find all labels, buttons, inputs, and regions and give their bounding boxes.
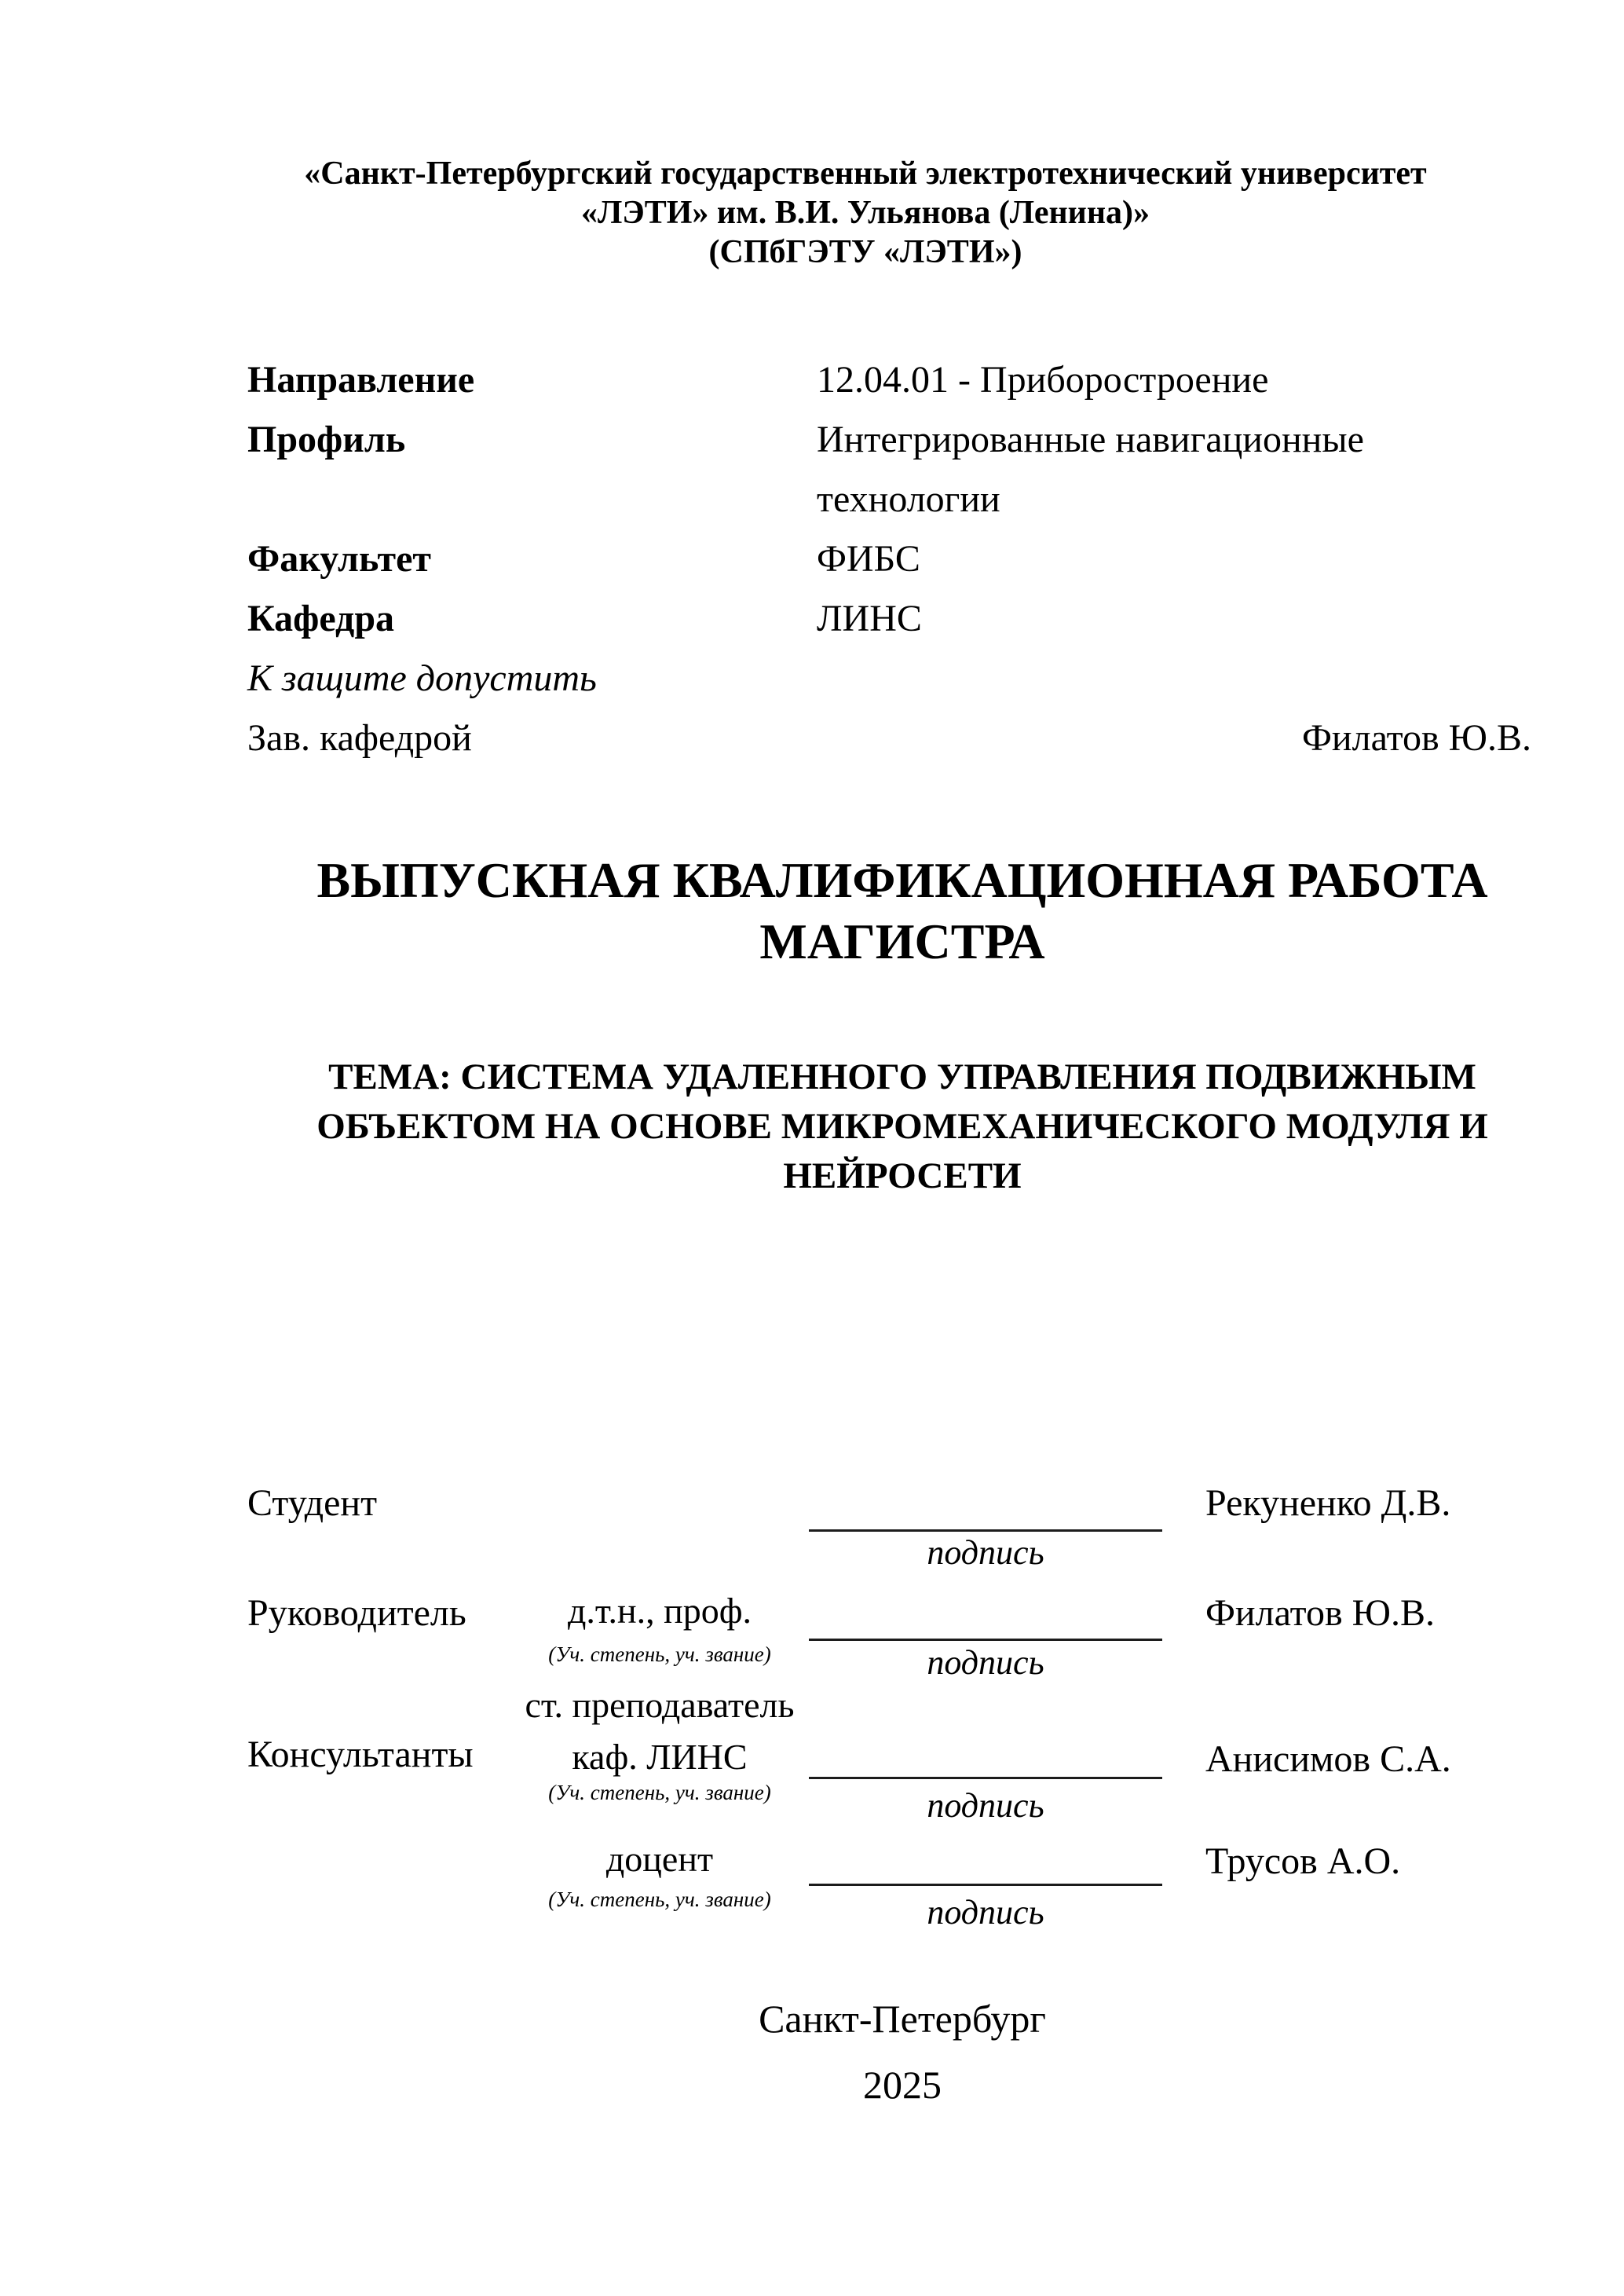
consultant1-qualification-line2: каф. ЛИНС xyxy=(572,1737,748,1777)
main-title-line1: ВЫПУСКНАЯ КВАЛИФИКАЦИОННАЯ РАБОТА xyxy=(316,852,1488,908)
consultant2-signature-caption: подпись xyxy=(927,1893,1044,1932)
direction-value: 12.04.01 - Приборостроение xyxy=(817,359,1269,401)
topic-title xyxy=(181,1053,1624,1201)
department-head-label: Зав. кафедрой xyxy=(247,717,472,759)
topic-line2: ОБЪЕКТОМ НА ОСНОВЕ МИКРОМЕХАНИЧЕСКОГО МОДУЛЯ И xyxy=(316,1106,1488,1147)
faculty-label: Факультет xyxy=(247,538,431,580)
university-header xyxy=(107,154,1624,272)
consultants-role-label: Консультанты xyxy=(247,1734,474,1775)
consultant2-signature-line xyxy=(809,1884,1162,1886)
university-name-line2: «ЛЭТИ» им. В.И. Ульянова (Ленина)» xyxy=(580,195,1150,231)
footer-city: Санкт-Петербург xyxy=(759,1997,1046,2041)
profile-label: Профиль xyxy=(247,419,406,460)
consultant1-signature-line xyxy=(809,1777,1162,1779)
department-head-name: Филатов Ю.В. xyxy=(1302,717,1531,759)
consultant1-name: Анисимов С.А. xyxy=(1205,1738,1451,1780)
main-title-line2: МАГИСТРА xyxy=(759,914,1045,969)
consultant1-degree-caption: (Уч. степень, уч. звание) xyxy=(548,1781,771,1804)
consultant2-name: Трусов А.О. xyxy=(1205,1840,1401,1882)
topic-line1: ТЕМА: СИСТЕМА УДАЛЕННОГО УПРАВЛЕНИЯ ПОДВИЖНЫМ xyxy=(328,1056,1476,1097)
consultant1-signature-caption: подпись xyxy=(927,1786,1044,1825)
supervisor-signature-caption: подпись xyxy=(927,1643,1044,1682)
student-signature-line xyxy=(809,1529,1162,1532)
direction-label: Направление xyxy=(247,359,475,401)
footer-year: 2025 xyxy=(863,2063,942,2107)
university-name-line1: «Санкт-Петербургский государственный электротехнический университет xyxy=(304,156,1427,192)
consultant1-qualification-line1: ст. преподаватель xyxy=(525,1685,795,1725)
supervisor-qualification: д.т.н., проф. xyxy=(567,1591,752,1631)
department-value: ЛИНС xyxy=(817,598,922,639)
profile-value-line1: Интегрированные навигационные xyxy=(817,419,1364,460)
student-role-label: Студент xyxy=(247,1482,378,1524)
main-title xyxy=(181,850,1624,972)
supervisor-degree-caption: (Уч. степень, уч. звание) xyxy=(548,1642,771,1666)
supervisor-signature-line xyxy=(809,1639,1162,1641)
department-label: Кафедра xyxy=(247,598,395,639)
consultant2-degree-caption: (Уч. степень, уч. звание) xyxy=(548,1888,771,1911)
topic-line3: НЕЙРОСЕТИ xyxy=(783,1155,1022,1196)
university-abbreviation: (СПбГЭТУ «ЛЭТИ») xyxy=(708,234,1022,270)
admit-note: К защите допустить xyxy=(247,657,597,699)
supervisor-name: Филатов Ю.В. xyxy=(1205,1592,1435,1634)
profile-value-line2: технологии xyxy=(817,478,1000,520)
faculty-value: ФИБС xyxy=(817,538,920,580)
consultant2-qualification: доцент xyxy=(605,1839,714,1879)
supervisor-role-label: Руководитель xyxy=(247,1592,466,1634)
student-name: Рекуненко Д.В. xyxy=(1205,1482,1451,1524)
student-signature-caption: подпись xyxy=(927,1533,1044,1572)
